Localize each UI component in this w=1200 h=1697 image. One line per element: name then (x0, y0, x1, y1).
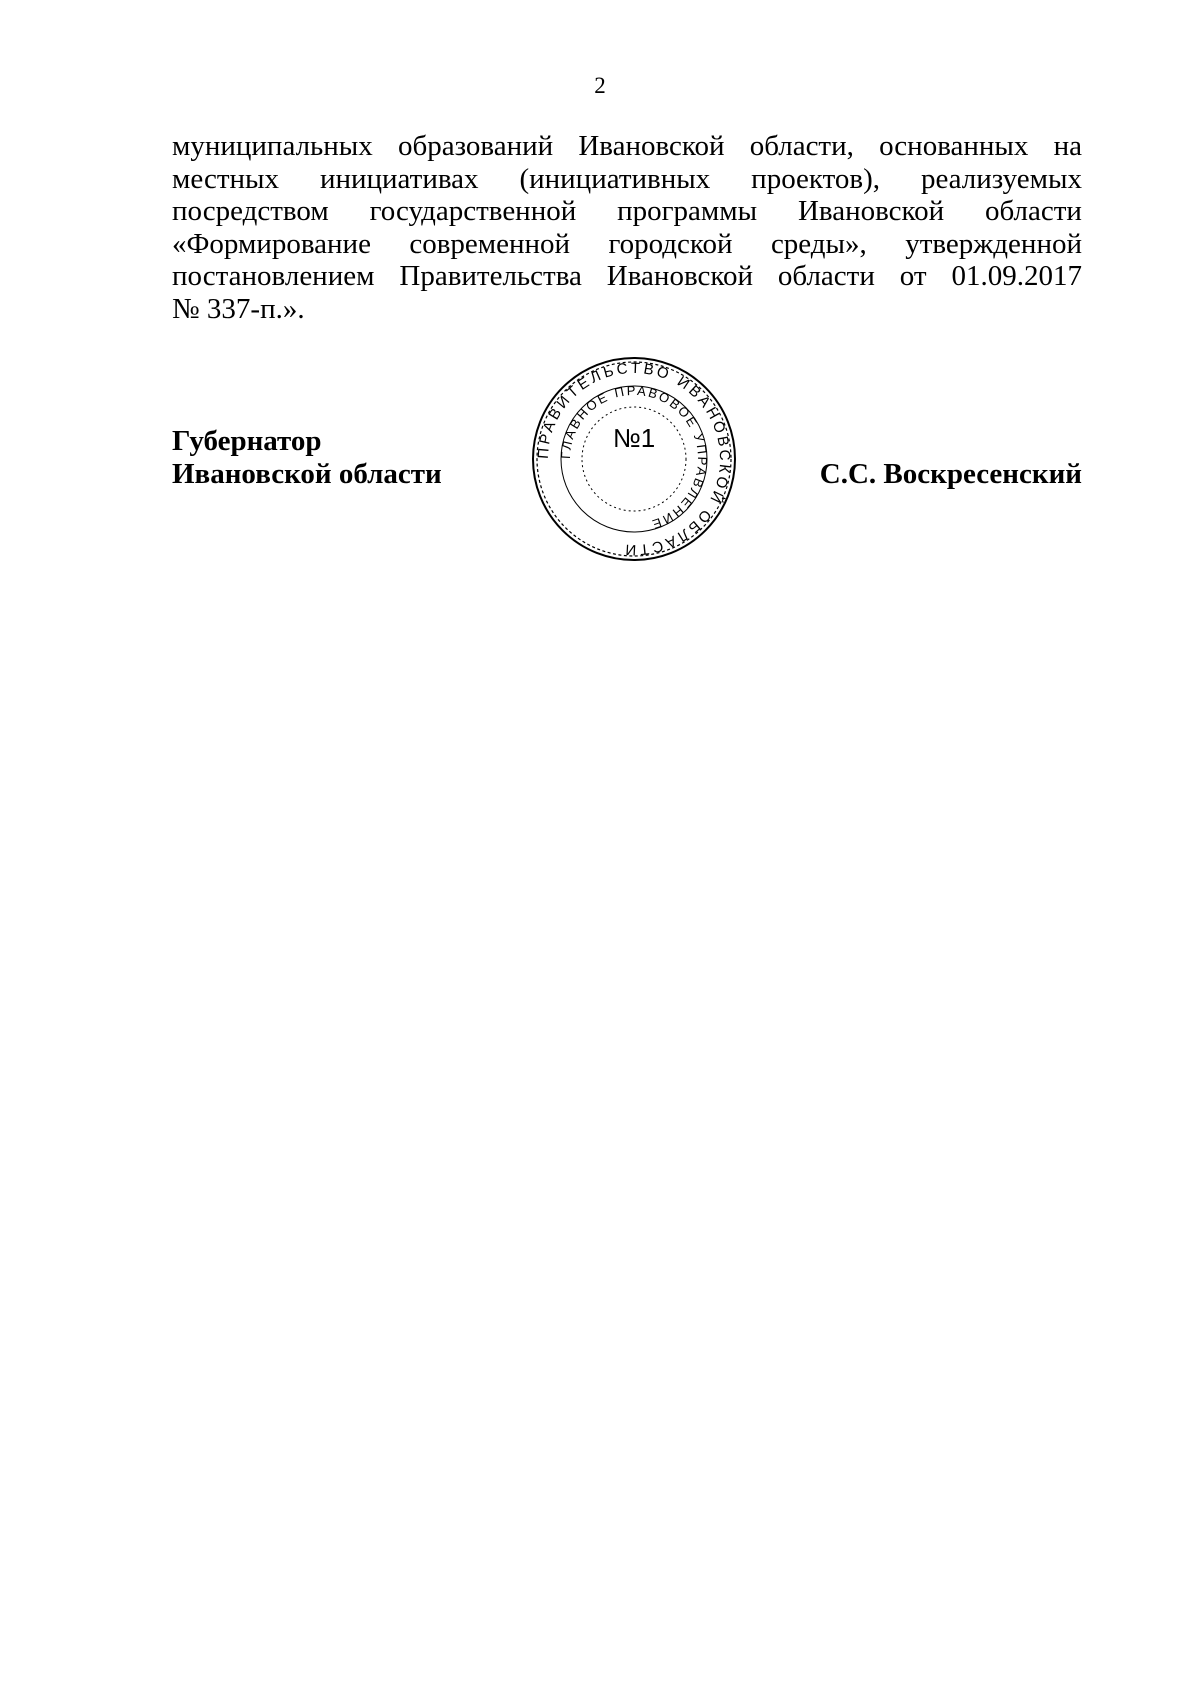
body-text (172, 130, 1082, 326)
word: на (1053, 130, 1082, 162)
word: государственной (369, 195, 577, 228)
word: среды», (770, 227, 867, 260)
word: Ивановской (606, 260, 753, 293)
word: «Формирование (172, 227, 371, 260)
text-line (172, 163, 1082, 196)
stamp-inner-text: ГЛАВНОЕ ПРАВОВОЕ УПРАВЛЕНИЕ (557, 382, 711, 533)
text-line (172, 293, 1082, 326)
signature-name: С.С. Воскресенский (819, 458, 1082, 490)
word: посредством (172, 195, 329, 228)
signature-title-line: Губернатор (172, 425, 322, 457)
stamp-number: №1 (612, 423, 656, 453)
signature-title (172, 425, 442, 491)
word: области (985, 195, 1082, 228)
word: Правительства (399, 260, 582, 293)
official-stamp (530, 355, 738, 563)
word: постановлением (172, 260, 375, 293)
text-line (172, 228, 1082, 261)
text-line (172, 195, 1082, 228)
word: от (899, 260, 927, 293)
word: инициативах (319, 162, 479, 195)
word: (инициативных (519, 162, 711, 195)
word: Ивановской (578, 130, 725, 162)
stamp-outer-text: ПРАВИТЕЛЬСТВО ИВАНОВСКОЙ ОБЛАСТИ (534, 359, 734, 559)
word: области, (749, 130, 854, 162)
word: местных (172, 162, 279, 195)
word: городской (608, 227, 733, 260)
word: реализуемых (920, 162, 1082, 195)
word: 01.09.2017 (951, 260, 1082, 293)
word: № 337-п.». (172, 292, 305, 325)
word: утвержденной (905, 227, 1082, 260)
word: Ивановской (797, 195, 945, 228)
word: проектов), (751, 162, 881, 195)
word: программы (617, 195, 758, 228)
text-line (172, 130, 1082, 163)
word: современной (409, 227, 571, 260)
word: области (777, 260, 875, 293)
text-line (172, 260, 1082, 293)
signature-title-line: Ивановской области (172, 458, 442, 490)
word: образований (397, 130, 554, 162)
word: муниципальных (172, 130, 373, 162)
word: основанных (879, 130, 1029, 162)
page-number: 2 (594, 73, 606, 98)
